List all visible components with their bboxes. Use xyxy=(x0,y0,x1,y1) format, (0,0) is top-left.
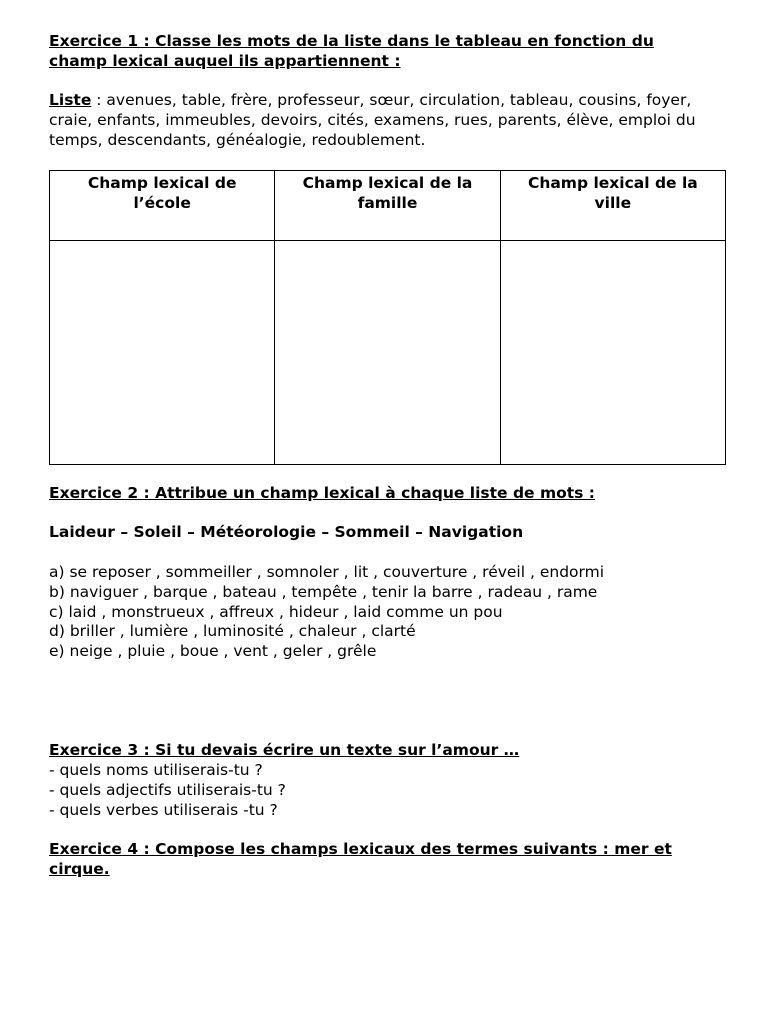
list-item: b) naviguer , barque , bateau , tempête , tenir la barre , radeau , rame xyxy=(49,582,598,601)
exercise-2-list xyxy=(49,563,729,662)
answer-cell-school xyxy=(50,240,275,464)
header-school: Champ lexical de l’école xyxy=(50,170,275,240)
exercise-1-title-line-1: Exercice 1 : Classe les mots de la liste dans le tableau en fonction du xyxy=(49,32,654,50)
list-item: e) neige , pluie , boue , vent , geler , grêle xyxy=(49,642,377,661)
exercise-2-options: Laideur – Soleil – Météorologie – Sommeil – Navigation xyxy=(49,523,524,542)
list-item: c) laid , monstrueux , affreux , hideur , laid comme un pou xyxy=(49,602,503,621)
header-city: Champ lexical de la ville xyxy=(500,170,725,240)
exercise-1-title xyxy=(49,32,729,72)
exercise-1-title-line-2: champ lexical auquel ils appartiennent : xyxy=(49,51,401,70)
exercise-4-title-line-2: cirque. xyxy=(49,859,110,878)
answer-cell-city xyxy=(500,240,725,464)
table-header-row xyxy=(50,170,726,240)
lexical-field-table xyxy=(49,170,726,465)
table-answer-row xyxy=(50,240,726,464)
list-item: - quels adjectifs utiliserais-tu ? xyxy=(49,780,286,799)
list-item: a) se reposer , sommeiller , somnoler , lit , couverture , réveil , endormi xyxy=(49,562,605,581)
exercise-4-title xyxy=(49,840,729,880)
word-list-paragraph xyxy=(49,91,729,150)
exercise-2-title: Exercice 2 : Attribue un champ lexical à chaque liste de mots : xyxy=(49,483,595,502)
word-list-label: Liste xyxy=(49,91,92,110)
list-item: - quels noms utiliserais-tu ? xyxy=(49,760,263,779)
exercise-3-list xyxy=(49,761,729,820)
header-family: Champ lexical de la famille xyxy=(275,170,500,240)
word-list-text: : avenues, table, frère, professeur, sœur, circulation, tableau, cousins, foyer, craie, enfants, immeubles, devoirs, cités, examens, rues, parents, élève, emploi du temps, descendants, généalogie, redoublement. xyxy=(49,91,696,149)
worksheet xyxy=(49,32,729,880)
exercise-3-title: Exercice 3 : Si tu devais écrire un texte sur l’amour … xyxy=(49,741,520,760)
list-item: d) briller , lumière , luminosité , chaleur , clarté xyxy=(49,622,416,641)
exercise-4-title-line-1: Exercice 4 : Compose les champs lexicaux des termes suivants : mer et xyxy=(49,840,672,859)
answer-cell-family xyxy=(275,240,500,464)
list-item: - quels verbes utiliserais -tu ? xyxy=(49,800,278,819)
